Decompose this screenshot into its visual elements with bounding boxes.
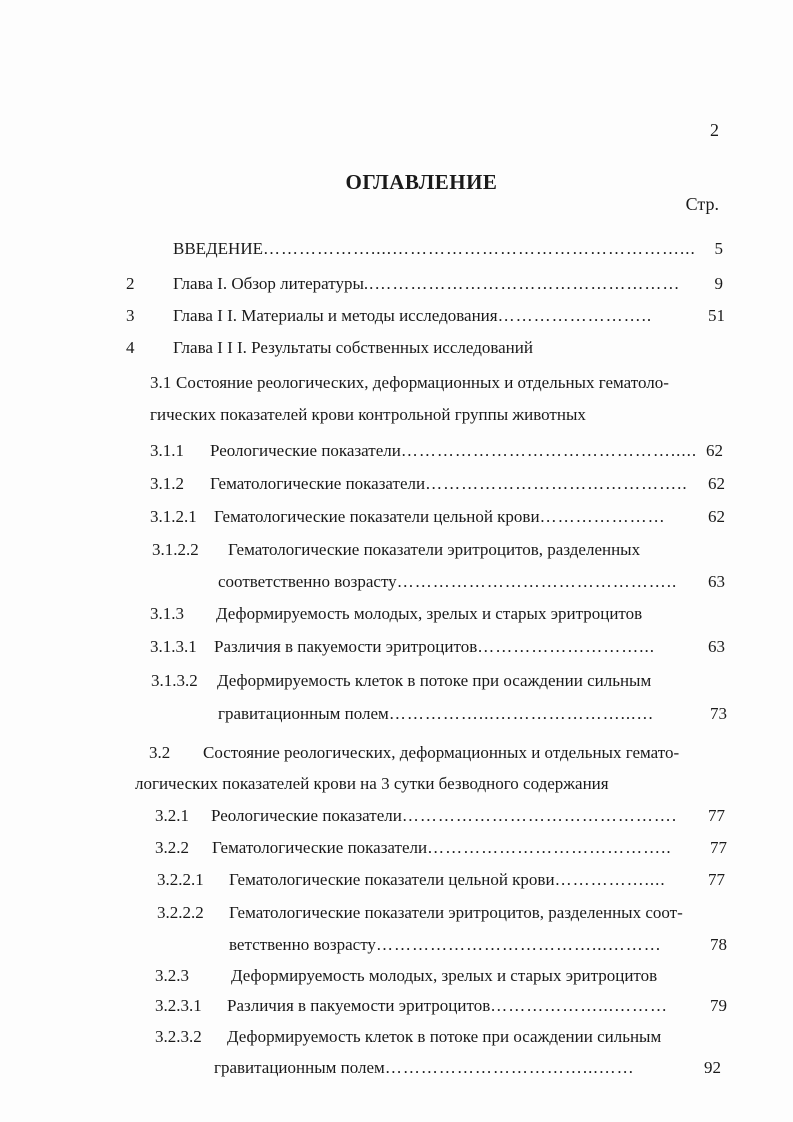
entry-number: 3.1.2.1 — [150, 507, 197, 526]
leader-dots: …………….... — [554, 870, 666, 889]
entry-page: 62 — [706, 441, 723, 460]
entry-page: 51 — [708, 306, 725, 325]
toc-entry-introduction[interactable] — [173, 239, 723, 259]
leader-dots: ………………....…………………………………………... — [262, 239, 696, 258]
toc-entry-chapter-3[interactable] — [173, 338, 533, 358]
entry-label: Деформируемость клеток в потоке при осаждении сильным — [217, 671, 652, 690]
page-number: 2 — [710, 120, 719, 140]
entry-number: 3.1.3.2 — [151, 671, 198, 690]
entry-number: 3.1.2.2 — [152, 540, 199, 559]
toc-entry-3-2-3-1[interactable] — [155, 996, 727, 1016]
entry-number: 3.2.2 — [155, 838, 189, 857]
toc-entry-3-2-3-2[interactable] — [155, 1027, 661, 1047]
toc-entry-chapter-1[interactable] — [173, 274, 723, 294]
entry-number: 3.2.3 — [155, 966, 189, 985]
entry-label: Деформируемость клеток в потоке при осаждении сильным — [227, 1027, 662, 1046]
chapter-marker: 2 — [126, 274, 135, 293]
leader-dots: ………………… — [539, 507, 666, 526]
entry-number: 3.2 — [149, 743, 171, 762]
entry-number: 3.1.2 — [150, 474, 184, 493]
entry-label: Реологические показатели — [210, 441, 401, 460]
toc-entry-3-2-3[interactable] — [155, 966, 657, 986]
leader-dots: ……………………………...…… — [384, 1058, 635, 1077]
leader-dots: ………………………………….. — [427, 838, 672, 857]
toc-entry-3-2-1[interactable] — [155, 806, 725, 826]
entry-label: Реологические показатели — [211, 806, 402, 825]
entry-page: 62 — [708, 474, 725, 493]
chapter-marker: 3 — [126, 306, 135, 325]
toc-entry-3-1-3[interactable] — [150, 604, 642, 624]
entry-number: 3.1.3.1 — [150, 637, 197, 656]
leader-dots: …………………….. — [497, 306, 653, 325]
toc-entry-3-2[interactable] — [149, 743, 679, 763]
entry-label: Различия в пакуемости эритроцитов — [227, 996, 491, 1015]
entry-number: 3.2.3.1 — [155, 996, 202, 1015]
entry-label: гравитационным полем — [214, 1058, 385, 1077]
leader-dots: …………………………………….. — [425, 474, 688, 493]
entry-label: Гематологические показатели эритроцитов, разделенных соот- — [229, 903, 683, 922]
entry-page: 63 — [708, 572, 725, 591]
entry-page: 63 — [708, 637, 725, 656]
toc-entry-3-1[interactable] — [150, 373, 669, 393]
entry-page: 92 — [704, 1058, 721, 1077]
entry-label: Деформируемость молодых, зрелых и старых эритроцитов — [216, 604, 643, 623]
entry-number: 3.2.2.1 — [157, 870, 204, 889]
entry-label: Гематологические показатели цельной крови — [229, 870, 555, 889]
entry-number: 3.1.1 — [150, 441, 184, 460]
leader-dots: ………………...……… — [490, 996, 668, 1015]
entry-label: Глава I I. Материалы и методы исследования — [173, 306, 498, 325]
entry-page: 77 — [710, 838, 727, 857]
toc-entry-chapter-2[interactable] — [173, 306, 725, 326]
entry-label: логических показателей крови на 3 сутки безводного содержания — [135, 774, 609, 793]
toc-entry-3-1-2-2-continued[interactable] — [218, 572, 725, 592]
page-column-label: Стр. — [685, 194, 719, 214]
toc-entry-3-1-2[interactable] — [150, 474, 725, 494]
entry-label: Гематологические показатели эритроцитов, разделенных — [228, 540, 641, 559]
toc-entry-3-1-3-2-continued[interactable] — [218, 704, 727, 724]
toc-entry-3-1-1[interactable] — [150, 441, 723, 461]
toc-entry-3-2-2-2[interactable] — [157, 903, 683, 923]
leader-dots: ………………………... — [477, 637, 655, 656]
toc-entry-3-1-3-2[interactable] — [151, 671, 651, 691]
toc-entry-3-2-3-2-continued[interactable] — [214, 1058, 721, 1078]
toc-entry-3-1-2-1[interactable] — [150, 507, 725, 527]
entry-label: Гематологические показатели — [212, 838, 428, 857]
entry-label: Деформируемость молодых, зрелых и старых эритроцитов — [231, 966, 658, 985]
entry-page: 5 — [714, 239, 723, 258]
entry-label: Различия в пакуемости эритроцитов — [214, 637, 478, 656]
entry-label: ветственно возрасту — [229, 935, 376, 954]
toc-title: ОГЛАВЛЕНИЕ — [345, 170, 498, 194]
toc-entry-3-1-continued — [150, 405, 586, 425]
toc-entry-3-1-2-2[interactable] — [152, 540, 640, 560]
toc-entry-3-2-2[interactable] — [155, 838, 727, 858]
entry-number: 3.1.3 — [150, 604, 184, 623]
entry-page: 79 — [710, 996, 727, 1015]
entry-page: 77 — [708, 806, 725, 825]
entry-label: Состояние реологических, деформационных и отдельных гемато- — [203, 743, 680, 762]
entry-label: Состояние реологических, деформационных и отдельных гематоло- — [176, 373, 669, 392]
entry-page: 73 — [710, 704, 727, 723]
chapter-marker: 4 — [126, 338, 135, 357]
entry-page: 78 — [710, 935, 727, 954]
leader-dots: ………………………………………. — [401, 806, 678, 825]
leader-dots: ……………………………………….. — [396, 572, 678, 591]
entry-number: 3.1 — [150, 373, 172, 392]
entry-label: Гематологические показатели — [210, 474, 426, 493]
entry-page: 77 — [708, 870, 725, 889]
leader-dots: ………………………………………..... — [400, 441, 698, 460]
entry-page: 9 — [714, 274, 723, 293]
entry-number: 3.2.3.2 — [155, 1027, 202, 1046]
leader-dots: ..…………………………………………… — [363, 274, 681, 293]
toc-entry-3-2-2-2-continued[interactable] — [229, 935, 727, 955]
entry-page: 62 — [708, 507, 725, 526]
toc-entry-3-2-2-1[interactable] — [157, 870, 725, 890]
entry-label: соответственно возрасту — [218, 572, 397, 591]
entry-label: Гематологические показатели цельной крови — [214, 507, 540, 526]
entry-label: гических показателей крови контрольной группы животных — [150, 405, 586, 424]
leader-dots: ………………………………...……… — [375, 935, 662, 954]
toc-entry-3-1-3-1[interactable] — [150, 637, 725, 657]
entry-label: Глава I. Обзор литературы — [173, 274, 364, 293]
leader-dots: ……………...…………………...… — [388, 704, 655, 723]
entry-label: ВВЕДЕНИЕ — [173, 239, 263, 258]
entry-number: 3.2.2.2 — [157, 903, 204, 922]
entry-label: Глава I I I. Результаты собственных исследований — [173, 338, 533, 357]
entry-number: 3.2.1 — [155, 806, 189, 825]
entry-label: гравитационным полем — [218, 704, 389, 723]
toc-entry-3-2-continued — [135, 774, 609, 794]
